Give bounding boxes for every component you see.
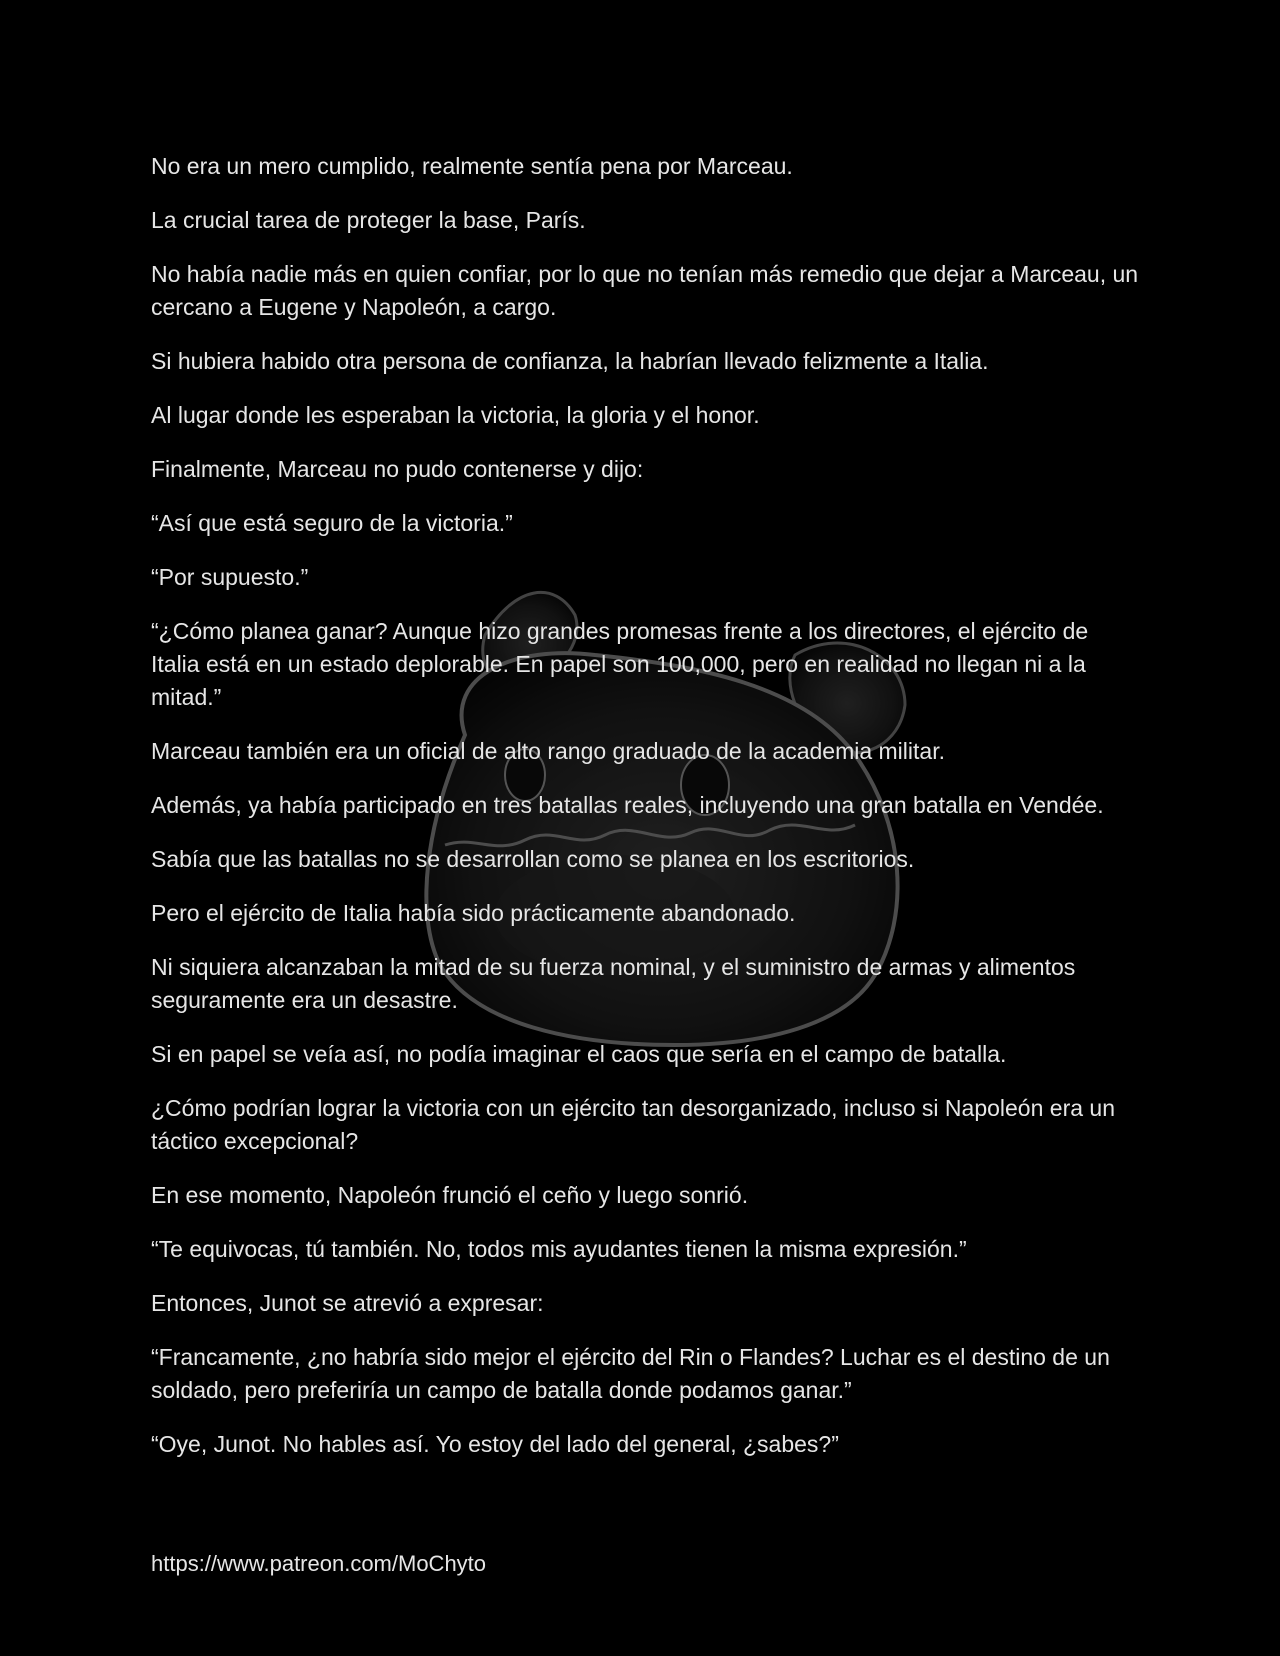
paragraph: Además, ya había participado en tres batallas reales, incluyendo una gran batalla en Vendée. [151, 792, 1104, 818]
paragraph: “Te equivocas, tú también. No, todos mis ayudantes tienen la misma expresión.” [151, 1236, 967, 1262]
paragraph: Sabía que las batallas no se desarrollan como se planea en los escritorios. [151, 846, 915, 872]
paragraph: Entonces, Junot se atrevió a expresar: [151, 1290, 544, 1316]
paragraph: No había nadie más en quien confiar, por lo que no tenían más remedio que dejar a Marceau, un cercano a Eugene y Napoleón, a cargo. [151, 261, 1139, 320]
paragraph: Pero el ejército de Italia había sido prácticamente abandonado. [151, 900, 796, 926]
paragraph: En ese momento, Napoleón frunció el ceño y luego sonrió. [151, 1182, 749, 1208]
paragraph: La crucial tarea de proteger la base, París. [151, 207, 586, 233]
patreon-link[interactable]: https://www.patreon.com/MoChyto [151, 1551, 487, 1576]
paragraph: ¿Cómo podrían lograr la victoria con un ejército tan desorganizado, incluso si Napoleón era un táctico excepcional? [151, 1095, 1115, 1154]
paragraph: Finalmente, Marceau no pudo contenerse y dijo: [151, 456, 644, 482]
paragraph: “¿Cómo planea ganar? Aunque hizo grandes promesas frente a los directores, el ejército de Italia está en un estado deplorable. En papel son 100,000, pero en realidad no llegan ni a la mitad.” [151, 618, 1089, 710]
paragraph: “Por supuesto.” [151, 564, 309, 590]
paragraph: Al lugar donde les esperaban la victoria, la gloria y el honor. [151, 402, 760, 428]
paragraph: Marceau también era un oficial de alto rango graduado de la academia militar. [151, 738, 945, 764]
paragraph: No era un mero cumplido, realmente sentía pena por Marceau. [151, 153, 793, 179]
paragraph: Si hubiera habido otra persona de confianza, la habrían llevado felizmente a Italia. [151, 348, 989, 374]
paragraph: “Francamente, ¿no habría sido mejor el ejército del Rin o Flandes? Luchar es el destino de un soldado, pero preferiría un campo de batalla donde podamos ganar.” [151, 1344, 1110, 1403]
paragraph: Ni siquiera alcanzaban la mitad de su fuerza nominal, y el suministro de armas y alimentos seguramente era un desastre. [151, 954, 1076, 1013]
paragraph: Si en papel se veía así, no podía imaginar el caos que sería en el campo de batalla. [151, 1041, 1007, 1067]
paragraph: “Así que está seguro de la victoria.” [151, 510, 513, 536]
paragraph: “Oye, Junot. No hables así. Yo estoy del lado del general, ¿sabes?” [151, 1431, 839, 1457]
story-text [151, 150, 1141, 1482]
